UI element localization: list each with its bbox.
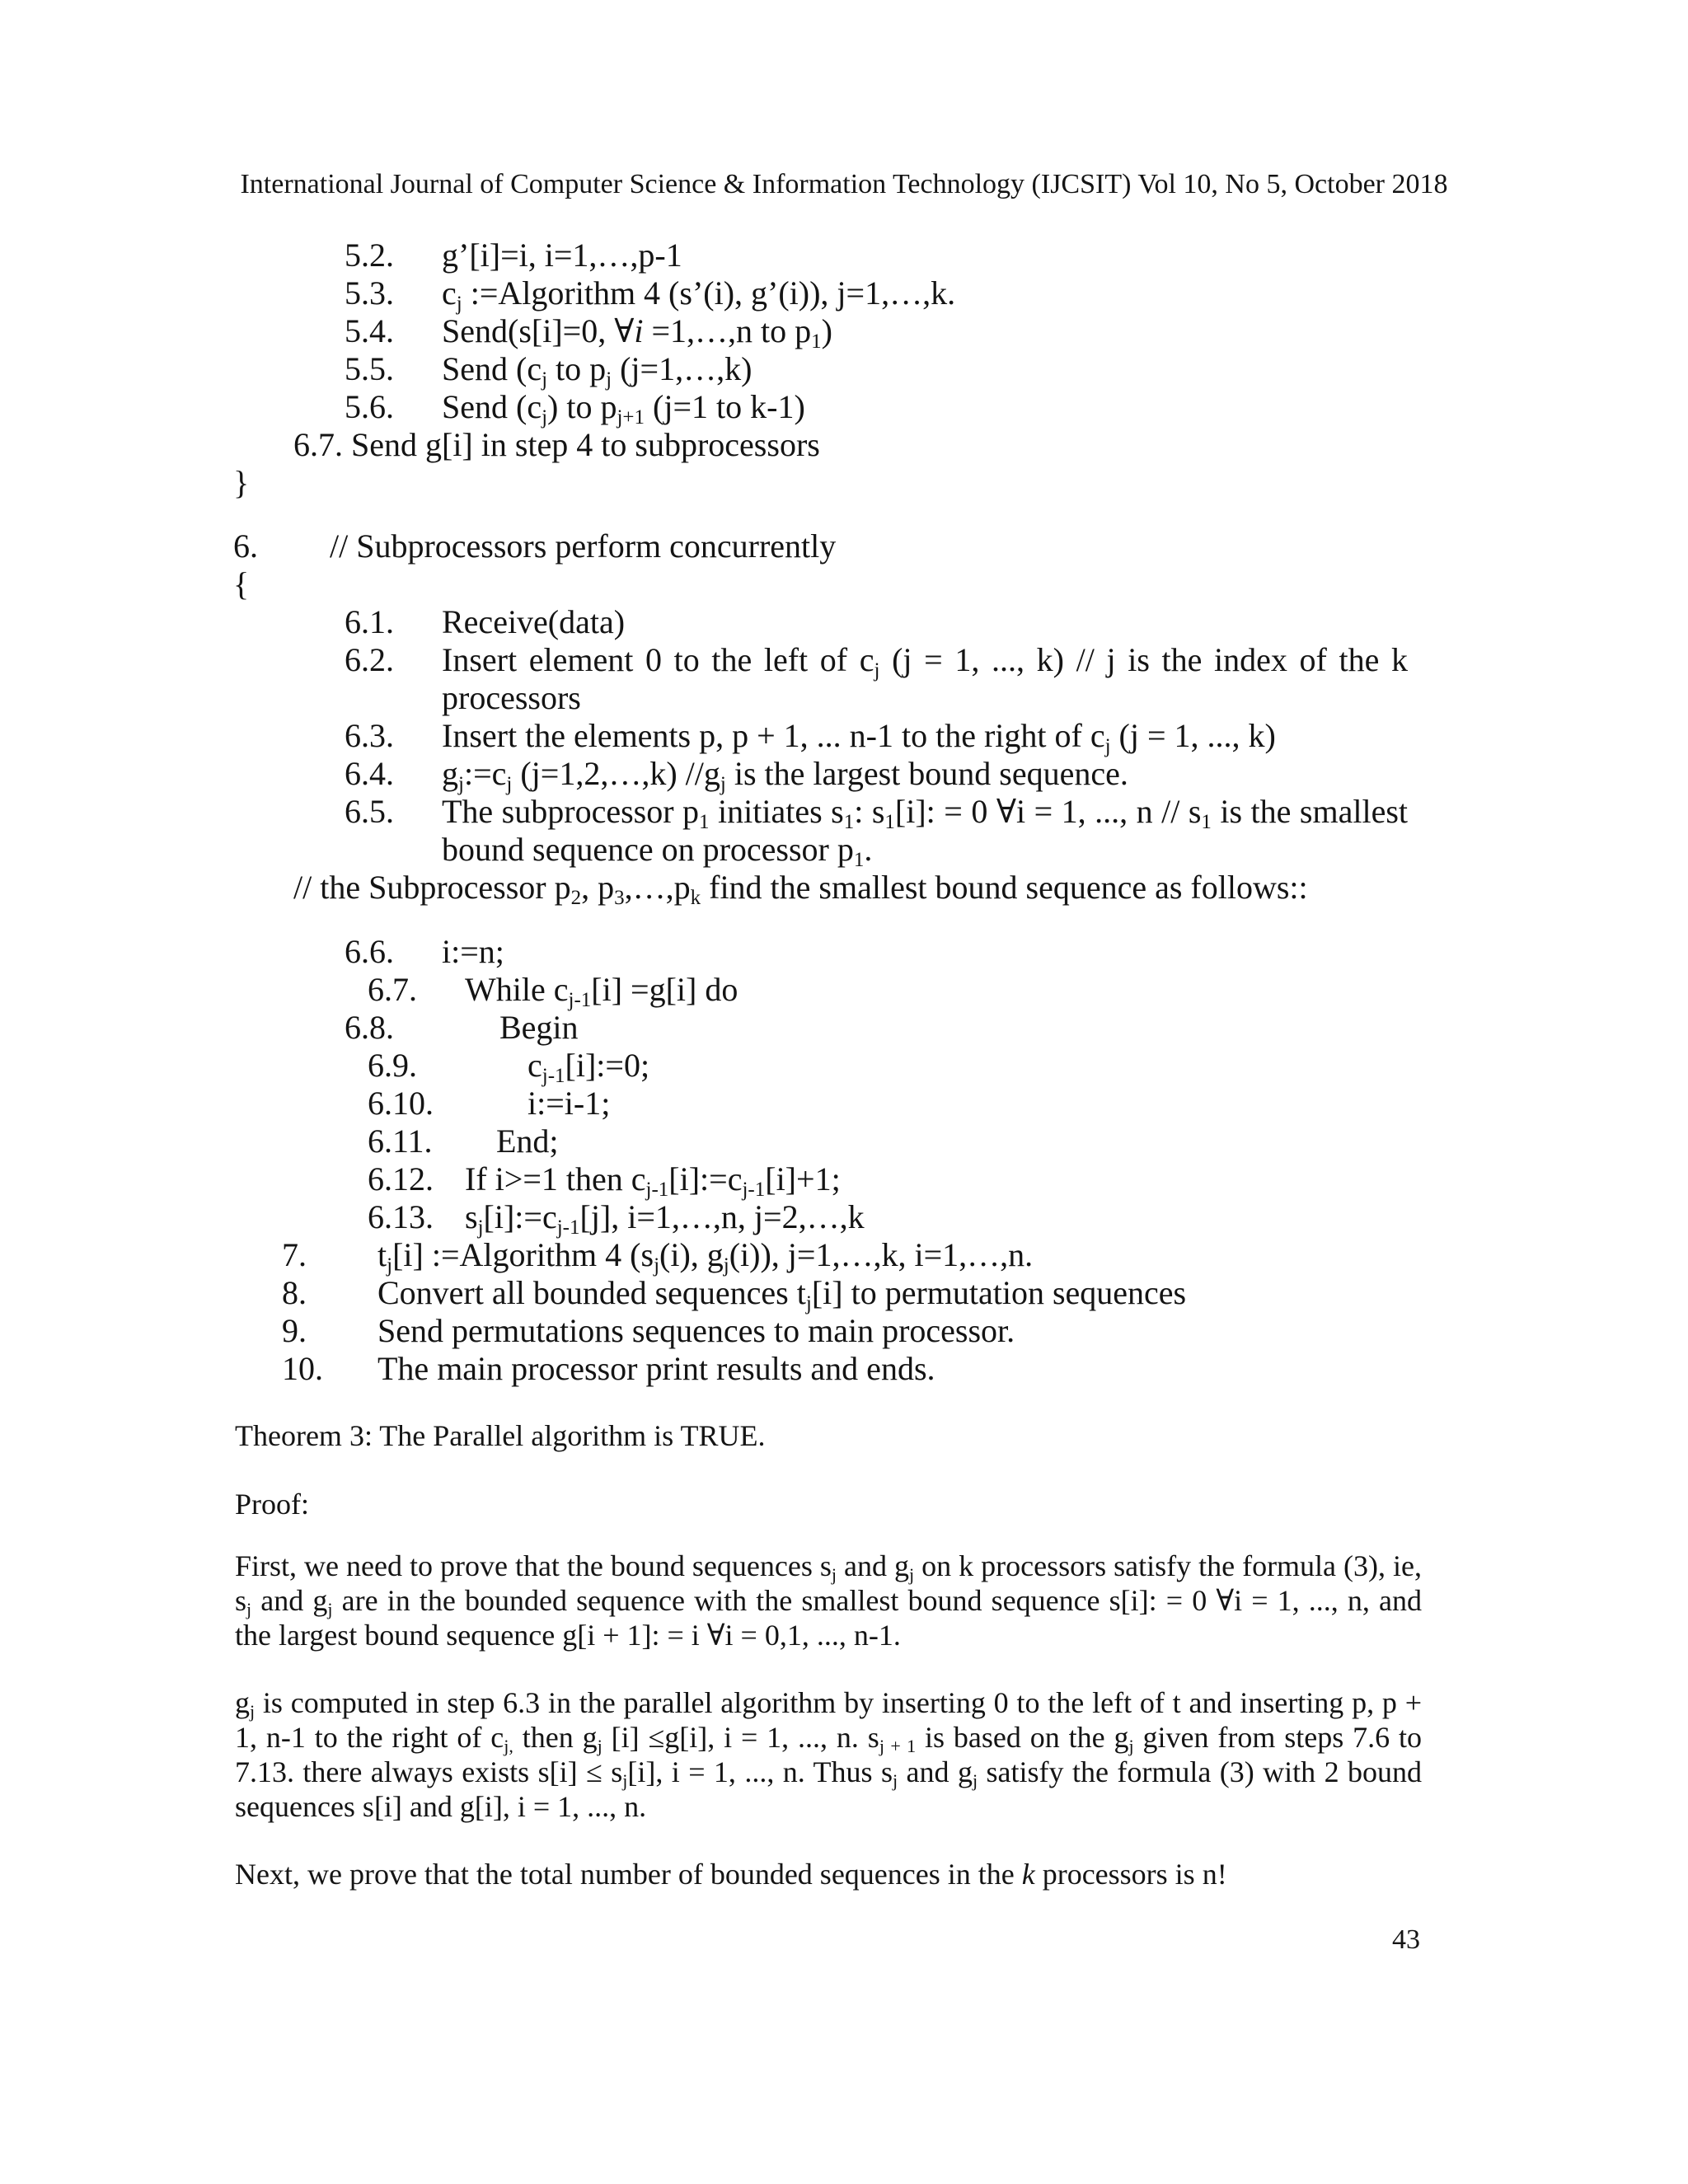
step-text: Receive(data) [442,603,626,640]
proof-paragraph-1: First, we need to prove that the bound sequences $s_j$ and $g_j$ on k processors satisfy the formula (3), ie, $s_j$ and $g_j$ are in the bounded sequence with the smallest bound sequence s[i]: = 0 ∀i = 1, ..., n, and the largest bound sequence g[i + 1]: = i ∀i = 0,1, ..., n-1. [235,1549,1423,1652]
step-text: $t_j[i]$ :=Algorithm 4 ($s_j(i)$, $g_j(i)$), j=1,…,k, i=1,…,n. [377,1236,1034,1277]
step-number: 5.2. [345,237,394,274]
opening-brace: { [233,565,250,602]
step-number: 5.3. [345,274,394,312]
step-number: 6.4. [345,755,394,792]
step-number: 6.6. [345,933,394,970]
proof-paragraph-3: Next, we prove that the total number of bounded sequences in the k processors is n! [235,1858,1227,1891]
step-text: Send(s[i]=0, ∀i =1,…,n to $p_1$) [442,312,832,353]
step-number: 6.12. [368,1160,434,1197]
step-number: 9. [282,1312,307,1349]
step-number: 7. [282,1236,307,1273]
step-text: Insert the elements p, p + 1, ... n-1 to the right of $c_j$ (j = 1, ..., k) [442,717,1276,757]
step-number: 6.5. [345,793,394,830]
step-number: 6.10. [368,1085,434,1122]
step-number: 6.7. [368,971,417,1008]
running-header: International Journal of Computer Science & Information Technology (IJCSIT) Vol 10, No 5, October 2018 [240,169,1448,199]
step-6-7-send: 6.7. Send g[i] in step 4 to subprocessors [293,426,820,463]
step-text: i:=n; [442,933,504,970]
step-text: Send ($c_j$ to $p_j$ (j=1,…,k) [442,350,753,391]
closing-brace: } [233,464,250,501]
theorem-statement: Theorem 3: The Parallel algorithm is TRUE. [235,1419,766,1452]
step-number: 10. [282,1350,323,1387]
step-6-5-cont: bound sequence on processor $p_1$. [442,831,873,871]
step-number: 6.8. [345,1009,394,1046]
step-number: 5.4. [345,312,394,349]
step-text: While $c_{j-1}[i] =g[i]$ do [465,971,738,1011]
step-text: $c_{j-1}[i]:=0$; [528,1047,650,1087]
step-text: End; [496,1122,559,1160]
step-text: $c_j$ :=Algorithm 4 (s’(i), g’(i)), j=1,…,k. [442,274,956,315]
step-number: 6.11. [368,1122,433,1160]
step-number: 8. [282,1274,307,1311]
step-number: 5.5. [345,350,394,387]
step-text: The subprocessor $p_1$ initiates $s_1$: $s_1[i]$: = 0 ∀i = 1, ..., n // $s_1$ is the smallest [442,793,1409,833]
step-number: 6. [233,527,258,565]
step-text: i:=i-1; [528,1085,611,1122]
step-text: g’[i]=i, i=1,…,p-1 [442,237,682,274]
step-text: The main processor print results and ends. [377,1350,935,1387]
subprocessor-note: // the Subprocessor $p_2$, $p_3,\dots,p_k$ find the smallest bound sequence as follows:: [293,869,1308,909]
step-text: $g_j:=c_j$ (j=1,2,…,k) $//g_j$ is the largest bound sequence. [442,755,1128,795]
step-text: If i>=1 then $c_{j-1}[i]:=c_{j-1}[i]+1$; [465,1160,841,1201]
step-number: 6.1. [345,603,394,640]
page-number: 43 [1392,1924,1420,1955]
step-number: 6.13. [368,1198,434,1235]
step-number: 5.6. [345,388,394,425]
step-6-2-cont: processors [442,679,581,716]
step-number: 6.9. [368,1047,417,1084]
step-text: Begin [499,1009,579,1046]
step-text: Convert all bounded sequences $t_j[i]$ to permutation sequences [377,1274,1187,1315]
step-text: $s_j[i]:=c_{j-1}[j]$, i=1,…,n, j=2,…,k [465,1198,865,1239]
step-text: // Subprocessors perform concurrently [330,527,837,565]
step-text: Insert element 0 to the left of $c_j$ (j = 1, ..., k) // j is the index of the k [442,641,1408,682]
step-number: 6.2. [345,641,394,678]
step-text: Send $(c_j)$ to $p_{j+1}$ (j=1 to k-1) [442,388,805,429]
proof-label: Proof: [235,1488,309,1521]
step-number: 6.3. [345,717,394,754]
proof-paragraph-2: $g_j$ is computed in step 6.3 in the parallel algorithm by inserting 0 to the left of t and inserting p, p + 1, n-1 to the right of $c_{j,}$ then $g_j$ [i] ≤g[i], i = 1, ..., n. $s_{j + 1}$ is based on the $g_j$ given from steps 7.6 to 7.13. there always exists $s[i] \le s_j[i]$, i = 1, ..., n. Thus $s_j$ and $g_j$ satisfy the formula (3) with 2 bound sequences s[i] and g[i], i = 1, ..., n. [235,1686,1422,1823]
step-text: Send permutations sequences to main processor. [377,1312,1015,1349]
